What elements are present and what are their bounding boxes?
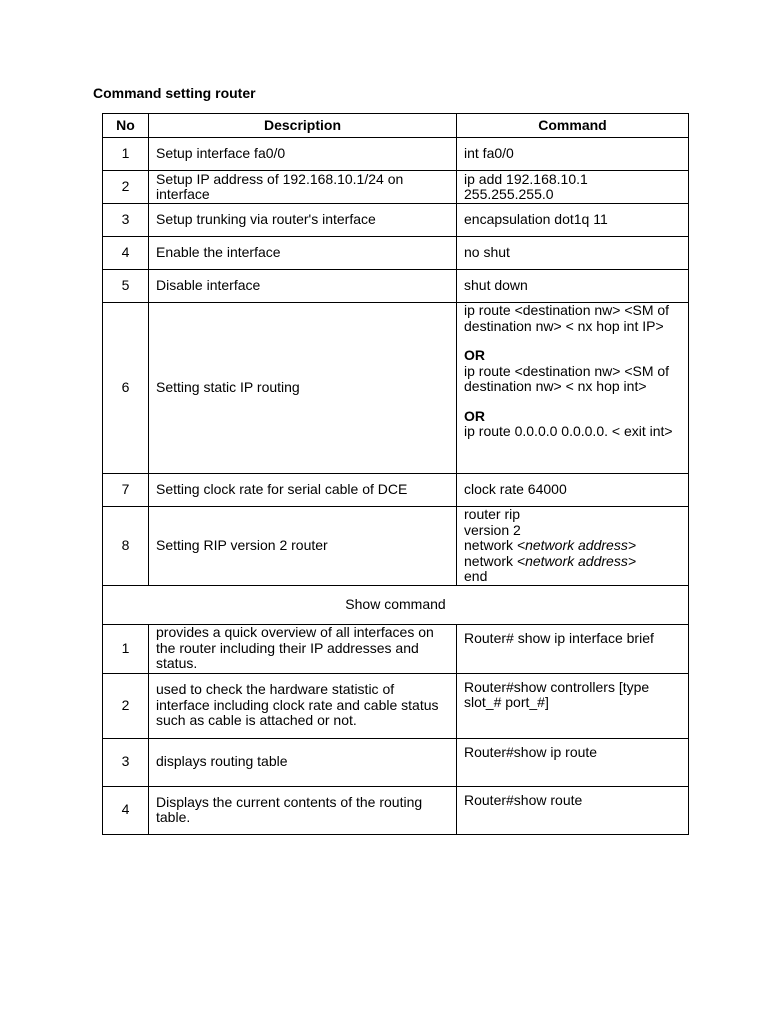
static-route-command-a: ip route <destination nw> <SM of destination nw> < nx hop int IP> bbox=[464, 302, 670, 334]
network-address-placeholder: <network address> bbox=[516, 537, 636, 553]
table-row bbox=[103, 270, 689, 303]
table-row bbox=[103, 507, 689, 586]
row-description: provides a quick overview of all interfaces on the router including their IP addresses and status. bbox=[149, 624, 457, 673]
rip-line: router rip bbox=[464, 506, 521, 522]
table-row bbox=[103, 303, 689, 474]
row-command: Router#show route bbox=[457, 786, 689, 834]
table-row bbox=[103, 738, 689, 786]
row-number: 1 bbox=[103, 624, 149, 673]
row-description: Enable the interface bbox=[149, 237, 457, 270]
row-command: encapsulation dot1q 11 bbox=[457, 204, 689, 237]
row-number: 2 bbox=[103, 171, 149, 204]
row-description: Setting RIP version 2 router bbox=[149, 507, 457, 586]
row-command: int fa0/0 bbox=[457, 138, 689, 171]
row-number: 7 bbox=[103, 474, 149, 507]
row-command: Router# show ip interface brief bbox=[457, 624, 689, 673]
row-command bbox=[457, 303, 689, 474]
row-number: 3 bbox=[103, 738, 149, 786]
table-header-row bbox=[103, 114, 689, 138]
row-description: Setting clock rate for serial cable of DCE bbox=[149, 474, 457, 507]
row-number: 5 bbox=[103, 270, 149, 303]
row-command: ip add 192.168.10.1 255.255.255.0 bbox=[457, 171, 689, 204]
rip-line bbox=[464, 554, 681, 570]
table-row bbox=[103, 786, 689, 834]
row-number: 1 bbox=[103, 138, 149, 171]
row-command bbox=[457, 507, 689, 586]
row-command: Router#show ip route bbox=[457, 738, 689, 786]
header-description: Description bbox=[149, 114, 457, 138]
row-number: 4 bbox=[103, 237, 149, 270]
static-route-command-b: ip route <destination nw> <SM of destination nw> < nx hop int> bbox=[464, 362, 670, 394]
row-description: Setup interface fa0/0 bbox=[149, 138, 457, 171]
table-row bbox=[103, 673, 689, 738]
network-address-placeholder: <network address> bbox=[516, 552, 636, 569]
rip-line: version 2 bbox=[464, 521, 521, 538]
table-row bbox=[103, 474, 689, 507]
rip-line: end bbox=[464, 568, 488, 584]
row-description: Setup trunking via router's interface bbox=[149, 204, 457, 237]
section-row bbox=[103, 585, 689, 624]
or-label: OR bbox=[464, 347, 485, 363]
row-command: clock rate 64000 bbox=[457, 474, 689, 507]
or-label: OR bbox=[464, 407, 485, 424]
header-command: Command bbox=[457, 114, 689, 138]
row-number: 8 bbox=[103, 507, 149, 586]
rip-line bbox=[464, 538, 681, 554]
row-command: Router#show controllers [type slot_# port_#] bbox=[457, 673, 689, 738]
row-command: no shut bbox=[457, 237, 689, 270]
row-description: Disable interface bbox=[149, 270, 457, 303]
table-row bbox=[103, 171, 689, 204]
row-description: Setup IP address of 192.168.10.1/24 on interface bbox=[149, 171, 457, 204]
table-row bbox=[103, 237, 689, 270]
header-no: No bbox=[103, 114, 149, 138]
row-number: 6 bbox=[103, 303, 149, 474]
table-row bbox=[103, 138, 689, 171]
section-label: Show command bbox=[103, 585, 689, 624]
row-number: 3 bbox=[103, 204, 149, 237]
row-description: Displays the current contents of the routing table. bbox=[149, 786, 457, 834]
table-row bbox=[103, 204, 689, 237]
static-route-command-c: ip route 0.0.0.0 0.0.0.0. < exit int> bbox=[464, 423, 673, 439]
row-command: shut down bbox=[457, 270, 689, 303]
table-row bbox=[103, 624, 689, 673]
row-description: Setting static IP routing bbox=[149, 303, 457, 474]
page-title: Command setting router bbox=[93, 85, 256, 101]
rip-line-prefix: network bbox=[464, 537, 517, 553]
row-description: displays routing table bbox=[149, 738, 457, 786]
row-description: used to check the hardware statistic of interface including clock rate and cable status such as cable is attached or not. bbox=[149, 673, 457, 738]
rip-line-prefix: network bbox=[464, 552, 517, 569]
row-number: 4 bbox=[103, 786, 149, 834]
row-number: 2 bbox=[103, 673, 149, 738]
command-table bbox=[102, 113, 689, 835]
